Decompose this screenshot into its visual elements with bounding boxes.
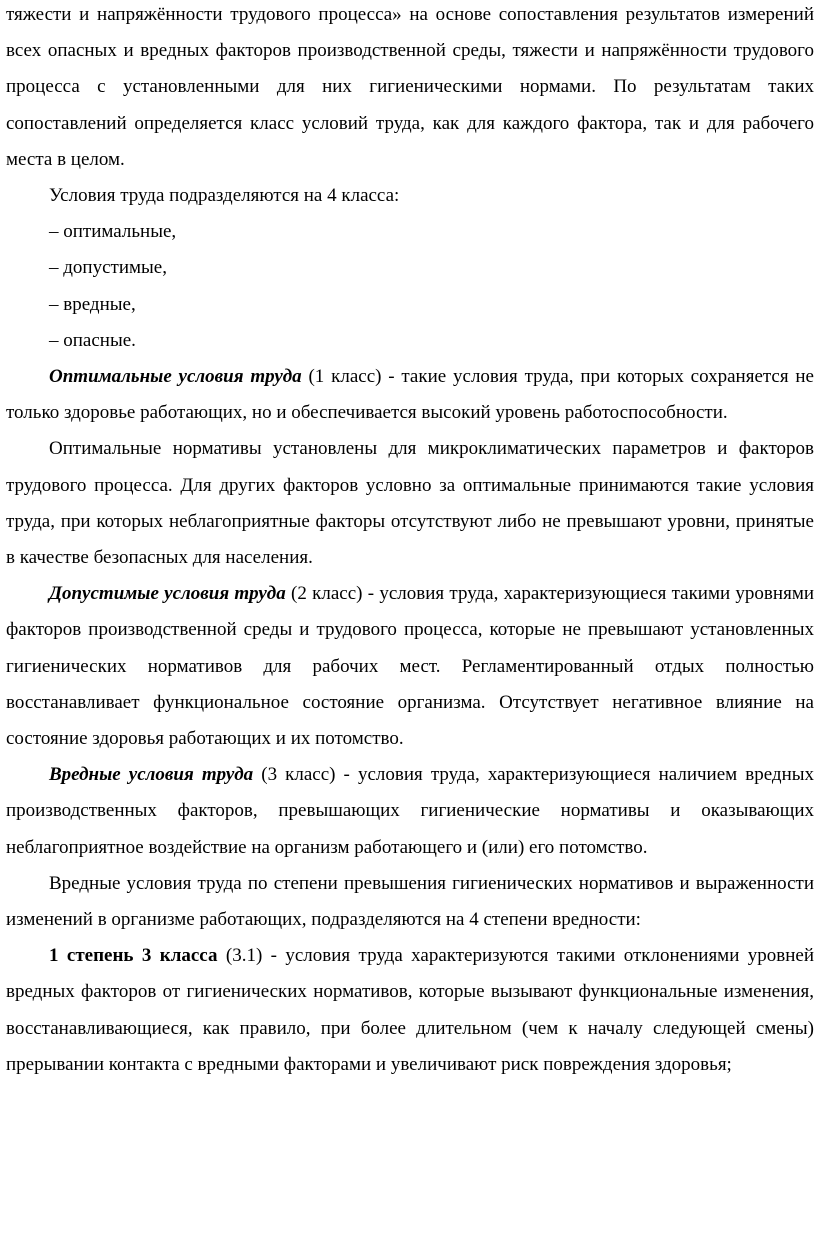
paragraph-permissible-text: (2 класс) - условия труда, характеризующиеся такими уровнями факторов производственной среды и трудового процесса, которые не превышают установленных гигиенических нормативов для рабочих мест. Регламентированный отдых полностью восстанавливает функциональное состояние организма. Отсутствует негативное влияние на состояние здоровья работающих и их потомство. xyxy=(6,583,815,750)
paragraph-optimal-text: (1 класс) - такие условия труда, при которых сохраняется не только здоровье работающих, но и обеспечивается высокий уровень работоспособности. xyxy=(6,366,814,424)
paragraph-optimal-norms: Оптимальные нормативы установлены для микроклиматических параметров и факторов трудового процесса. Для других факторов условно за оптимальные принимаются такие условия труда, при которых неблагоприятные факторы отсутствуют либо не превышают уровни, принятые в качестве безопасных для населения. xyxy=(6,438,814,569)
paragraph-harmful-degrees: Вредные условия труда по степени превышения гигиенических нормативов и выраженности изменений в организме работающих, подразделяются на 4 степени вредности: xyxy=(6,872,814,931)
term-permissible-conditions: Допустимые условия труда xyxy=(49,583,286,605)
paragraph-permissible-conditions xyxy=(6,576,814,757)
paragraph-continuation: тяжести и напряжённости трудового процесса» на основе сопоставления результатов измерений всех опасных и вредных факторов производственной среды, тяжести и напряжённости трудового процесса с установленными для них гигиеническими нормами. По результатам таких сопоставлений определяется класс условий труда, как для каждого фактора, так и для рабочего места в целом. xyxy=(6,4,814,170)
paragraph-degree-one xyxy=(6,938,814,1083)
term-optimal-conditions: Оптимальные условия труда xyxy=(49,366,302,388)
list-item-permissible: – допустимые, xyxy=(49,257,167,279)
paragraph-classes-intro: Условия труда подразделяются на 4 класса: xyxy=(49,185,400,207)
paragraph-harmful-conditions xyxy=(6,757,814,866)
document-page xyxy=(6,0,814,1083)
paragraph-optimal-conditions xyxy=(6,359,814,431)
paragraph-degree-one-text: (3.1) - условия труда характеризуются такими отклонениями уровней вредных факторов от гигиенических нормативов, которые вызывают функциональные изменения, восстанавливающиеся, как правило, при более длительном (чем к началу следующей смены) прерывании контакта с вредными факторами и увеличивают риск повреждения здоровья; xyxy=(6,945,815,1075)
term-degree-one: 1 степень 3 класса xyxy=(49,945,218,967)
paragraph-harmful-text: (3 класс) - условия труда, характеризующиеся наличием вредных производственных факторов, превышающих гигиенические нормативы и оказывающих неблагоприятное воздействие на организм работающего и (или) его потомство. xyxy=(6,764,815,858)
list-item-optimal: – оптимальные, xyxy=(49,221,177,243)
list-item-harmful: – вредные, xyxy=(49,293,136,315)
term-harmful-conditions: Вредные условия труда xyxy=(49,764,254,786)
list-item-dangerous: – опасные. xyxy=(49,329,136,351)
